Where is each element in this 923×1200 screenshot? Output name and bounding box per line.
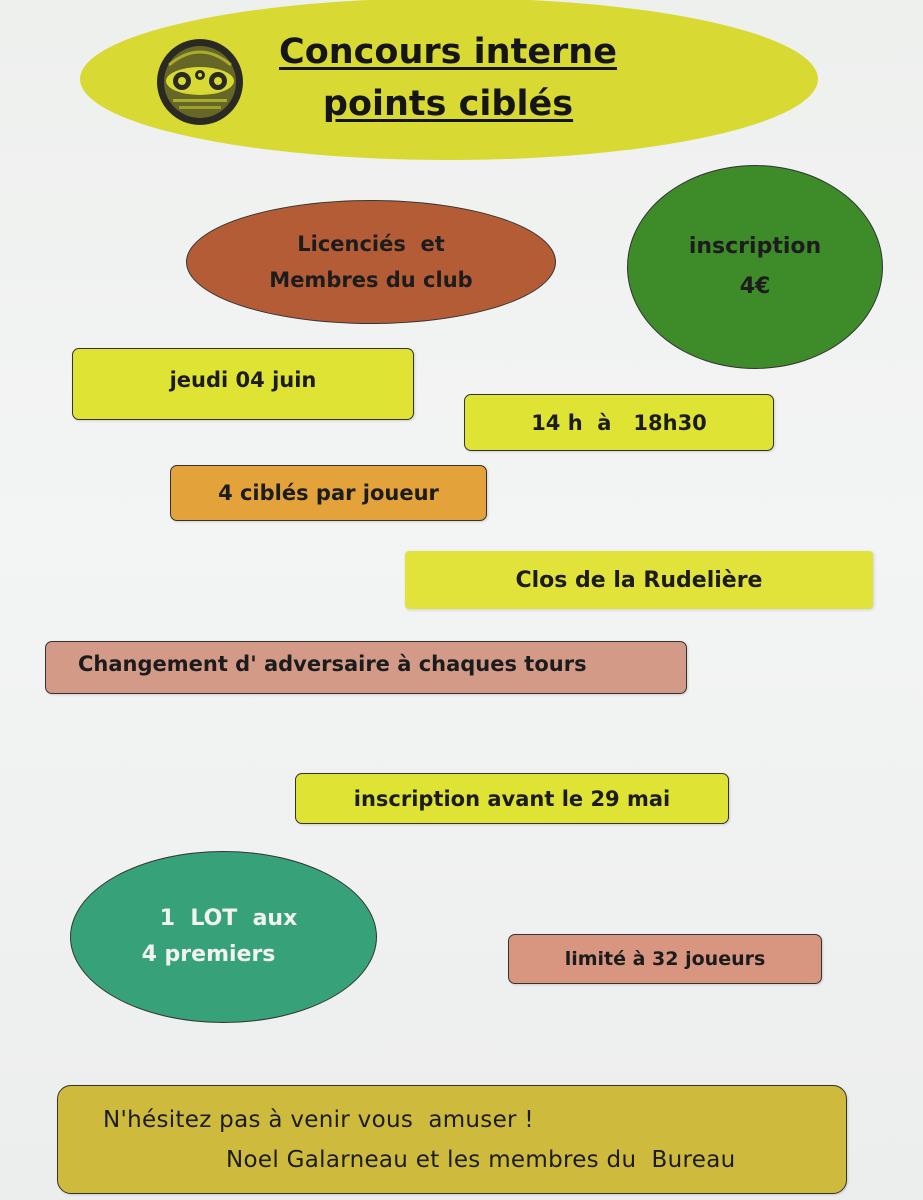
opponent-box	[45, 641, 687, 694]
time-text: 14 h à 18h30	[531, 410, 707, 435]
opponent-text: Changement d' adversaire à chaques tours	[78, 651, 587, 676]
date-text: jeudi 04 juin	[169, 368, 317, 392]
limit-box	[508, 934, 822, 984]
footer-box	[57, 1085, 847, 1194]
place-text: Clos de la Rudelière	[515, 567, 763, 593]
footer-invitation: N'hésitez pas à venir vous amuser !	[103, 1106, 534, 1133]
club-logo-icon	[155, 37, 245, 127]
title-line-2: points ciblés	[322, 84, 574, 124]
targets-box	[170, 465, 487, 521]
members-line-1: Licenciés et	[297, 232, 445, 256]
place-box	[405, 551, 873, 609]
date-box	[72, 348, 414, 420]
prize-line-1: 1 LOT aux	[159, 906, 298, 931]
limit-text: limité à 32 joueurs	[564, 948, 766, 970]
fee-amount: 4€	[739, 274, 771, 299]
prize-ellipse	[70, 851, 377, 1023]
footer-signature: Noel Galarneau et les membres du Bureau	[226, 1146, 736, 1173]
title-line-1: Concours interne	[279, 32, 617, 72]
fee-circle	[627, 165, 883, 369]
prize-line-2: 4 premiers	[141, 942, 276, 967]
members-ellipse	[186, 200, 556, 324]
time-box	[464, 394, 774, 451]
members-line-2: Membres du club	[269, 268, 473, 292]
targets-text: 4 ciblés par joueur	[218, 481, 439, 505]
page-title	[263, 26, 633, 130]
fee-label: inscription	[688, 234, 822, 259]
deadline-text: inscription avant le 29 mai	[353, 786, 671, 811]
deadline-box	[295, 773, 729, 824]
